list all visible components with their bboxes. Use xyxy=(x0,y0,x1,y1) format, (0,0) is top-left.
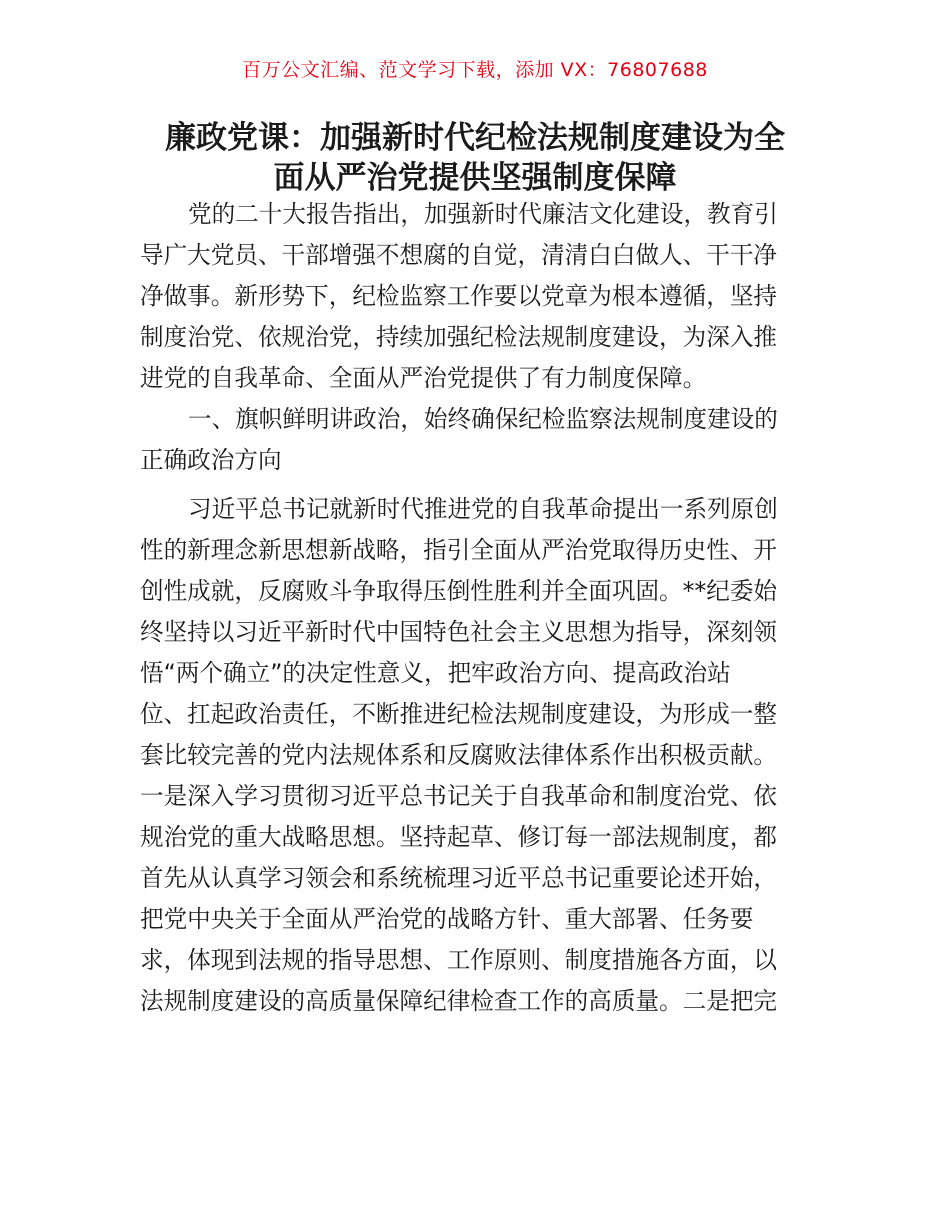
paragraph-line: 位、扛起政治责任，不断推进纪检法规制度建设，为形成一整 xyxy=(140,700,778,728)
title-line: 廉政党课：加强新时代纪检法规制度建设为全 xyxy=(165,120,785,156)
paragraph-intro xyxy=(140,194,820,399)
paragraph-line: 终坚持以习近平新时代中国特色社会主义思想为指导，深刻领 xyxy=(140,618,778,646)
paragraph-line: 套比较完善的党内法规体系和反腐败法律体系作出积极贡献。 xyxy=(140,741,778,769)
paragraph-line: 规治党的重大战略思想。坚持起草、修订每一部法规制度，都 xyxy=(140,823,778,851)
paragraph-line: 求，体现到法规的指导思想、工作原则、制度措施各方面，以 xyxy=(140,946,778,974)
paragraph-line: 法规制度建设的高质量保障纪律检查工作的高质量。二是把完 xyxy=(140,987,778,1015)
paragraph-line: 性的新理念新思想新战略，指引全面从严治党取得历史性、开 xyxy=(140,536,778,564)
paragraph-line: 制度治党、依规治党，持续加强纪检法规制度建设，为深入推 xyxy=(140,323,778,351)
paragraph-line: 把党中央关于全面从严治党的战略方针、重大部署、任务要 xyxy=(140,905,754,933)
title-line: 面从严治党提供坚强制度保障 xyxy=(273,160,677,196)
paragraph-line: 悟“两个确立”的决定性意义，把牢政治方向、提高政治站 xyxy=(140,659,731,687)
paragraph-body xyxy=(140,489,820,1022)
header-note: 百万公文汇编、范文学习下载，添加 VX：76807688 xyxy=(242,59,708,81)
paragraph-line: 党的二十大报告指出，加强新时代廉洁文化建设，教育引 xyxy=(188,200,778,228)
paragraph-line: 首先从认真学习领会和系统梳理习近平总书记重要论述开始， xyxy=(140,864,778,892)
section-heading-line: 正确政治方向 xyxy=(140,446,282,474)
paragraph-line: 进党的自我革命、全面从严治党提供了有力制度保障。 xyxy=(140,364,707,392)
paragraph-line: 净做事。新形势下，纪检监察工作要以党章为根本遵循，坚持 xyxy=(140,282,778,310)
paragraph-line: 创性成就，反腐败斗争取得压倒性胜利并全面巩固。**纪委始 xyxy=(140,577,778,605)
paragraph-line: 导广大党员、干部增强不想腐的自觉，清清白白做人、干干净 xyxy=(140,241,778,269)
document-title xyxy=(90,118,860,198)
paragraph-line: 习近平总书记就新时代推进党的自我革命提出一系列原创 xyxy=(188,495,778,523)
section-heading xyxy=(140,399,820,481)
section-heading-line: 一、旗帜鲜明讲政治，始终确保纪检监察法规制度建设的 xyxy=(188,405,778,433)
paragraph-line: 一是深入学习贯彻习近平总书记关于自我革命和制度治党、依 xyxy=(140,782,778,810)
